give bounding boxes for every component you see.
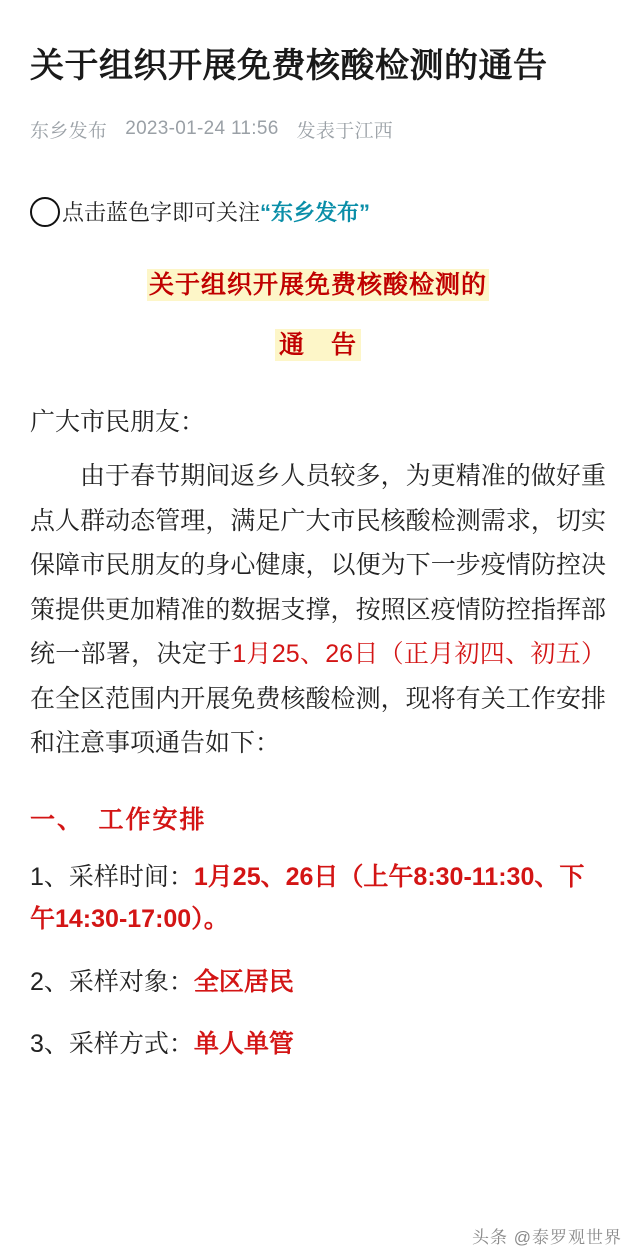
list-item xyxy=(30,1023,606,1066)
document-headline-line2 xyxy=(30,325,606,361)
watermark xyxy=(472,1223,622,1248)
list-item xyxy=(30,961,606,1004)
list-item-label: 2、采样对象： xyxy=(30,967,194,996)
watermark-text: 头条 @泰罗观世界 xyxy=(472,1228,622,1247)
meta-account-name[interactable]: 东乡发布 xyxy=(30,120,108,142)
body-paragraph xyxy=(30,454,606,766)
circle-icon xyxy=(30,197,60,227)
follow-prompt-text: 点击蓝色字即可关注 xyxy=(62,199,261,225)
headline-line2-text: 通 告 xyxy=(275,329,361,361)
list-item-label: 3、采样方式： xyxy=(30,1030,194,1059)
list-item-label: 1、采样时间： xyxy=(30,862,194,891)
page-title: 关于组织开展免费核酸检测的通告 xyxy=(30,47,548,85)
list-item-value: 单人单管 xyxy=(193,1030,294,1059)
document-headline-line1 xyxy=(30,264,606,307)
list-item-value: 1月25、26日（上午8:30-11:30、下午14:30-17:00）。 xyxy=(30,862,585,934)
list-item xyxy=(30,856,606,941)
paragraph-part-1: 由于春节期间返乡人员较多，为更精准的做好重点人群动态管理，满足广大市民核酸检测需求，切实保障市民朋友的身心健康，以便为下一步疫情防控决策提供更加精准的数据支撑，按照区疫情防控指挥部统一部署，决定于 xyxy=(30,462,606,669)
meta-location: 发表于江西 xyxy=(296,120,394,142)
meta-datetime: 2023-01-24 11:56 xyxy=(125,118,279,140)
section-title-work-arrangement: 一、 工作安排 xyxy=(30,805,207,834)
paragraph-part-2: 在全区范围内开展免费核酸检测，现将有关工作安排和注意事项通告如下： xyxy=(30,684,606,758)
salutation: 广大市民朋友： xyxy=(30,407,206,436)
article-meta xyxy=(30,116,606,143)
follow-account-link[interactable]: “东乡发布” xyxy=(260,199,371,225)
headline-line1-text: 关于组织开展免费核酸检测的 xyxy=(148,271,487,300)
follow-prompt xyxy=(30,195,606,230)
list-item-value: 全区居民 xyxy=(193,967,294,996)
paragraph-date-highlight: 1月25、26日（正月初四、初五） xyxy=(232,640,606,669)
